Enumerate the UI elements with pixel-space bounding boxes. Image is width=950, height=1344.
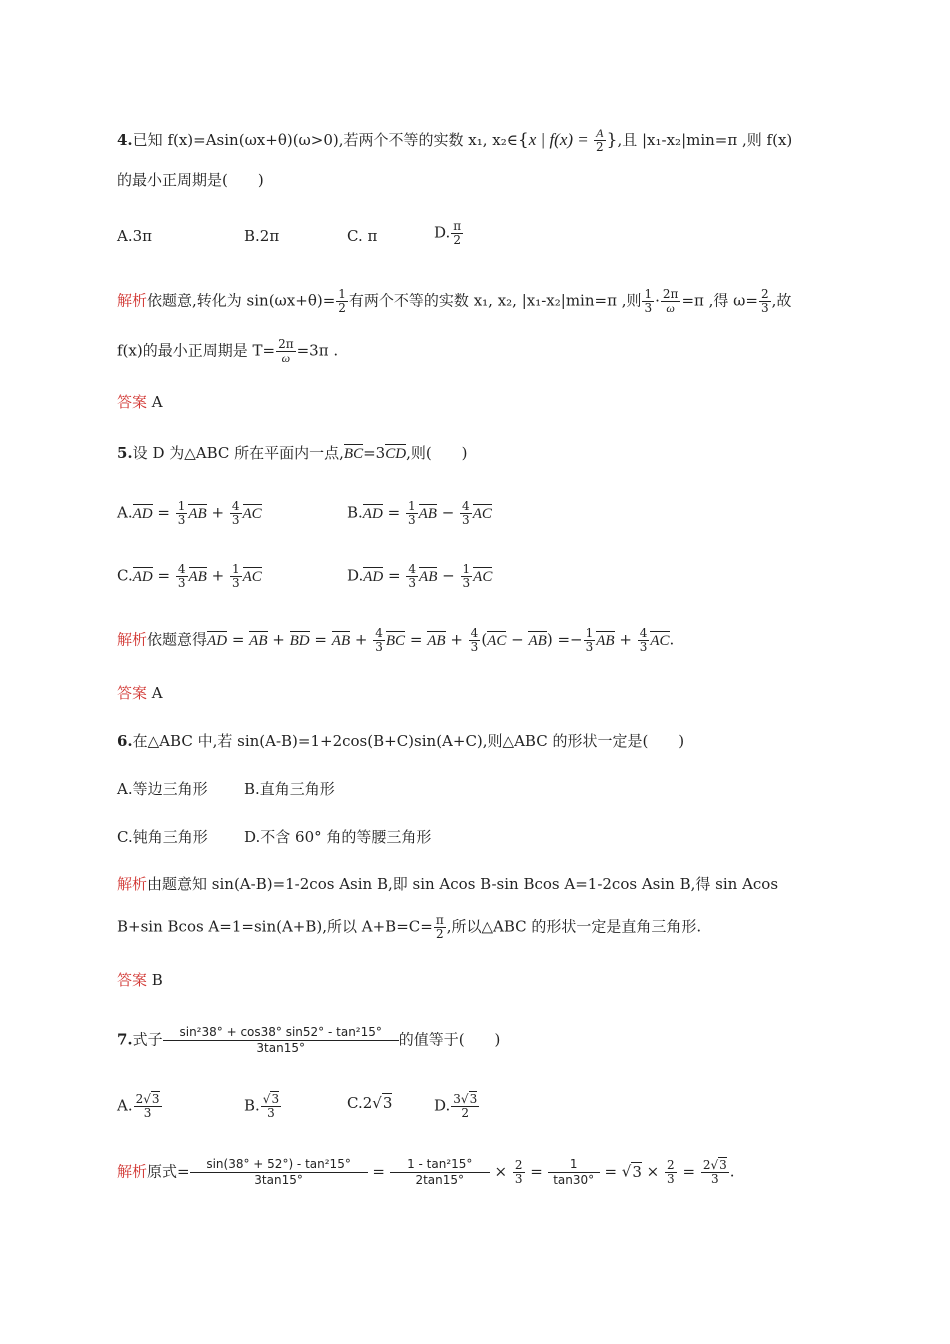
q6-option-d: D.不含 60° 角的等腰三角形 bbox=[244, 828, 432, 846]
q5-analysis: 解析依题意得AD = AB + BD = AB + $\frac{4}{3}$ BC = AB + $\frac{4}{3}$ (AC − AB) =− $\frac{1}{3}$ AB + $\frac{4}{3}$ AC. bbox=[117, 626, 675, 654]
q6-stem: 6.在△ABC 中,若 sin(A-B)=1+2cos(B+C)sin(A+C),则△ABC 的形状一定是( ) bbox=[117, 732, 685, 750]
q4-option-b: B.2π bbox=[244, 227, 280, 245]
q4-number: 4. bbox=[117, 131, 133, 149]
q4-analysis-line1: 解析依题意,转化为 sin(ωx+θ)= $\frac{1}{2}$ 有两个不等的实数 x₁, x₂, |x₁-x₂|min=π ,则 $\frac{1}{3}$ · $\frac{2\pi}{\omega}$ =π ,得 ω= $\frac{2}{3}$ ,故 bbox=[117, 287, 792, 315]
q4-stem-tail: ,且 |x₁-x₂|min=π ,则 f(x) bbox=[617, 131, 793, 149]
q6-analysis-line1: 解析由题意知 sin(A-B)=1-2cos Asin B,即 sin Acos B-sin Bcos A=1-2cos Asin B,得 sin Acos bbox=[117, 875, 779, 893]
q4-set-frac: $\frac{A}{2}$ bbox=[596, 126, 604, 154]
q4-stem-text: 已知 f(x)=Asin(ωx+θ)(ω>0),若两个不等的实数 x₁, x₂∈ bbox=[132, 131, 518, 149]
q4-stem-line2: 的最小正周期是( ) bbox=[117, 171, 264, 189]
q4-answer-label: 答案 bbox=[117, 393, 148, 411]
q6-answer-value: B bbox=[151, 971, 163, 989]
q7-stem: 7.式子 $\frac{\text{sin²38° + cos38° sin52° - tan²15°}}{3\tan 15^\circ}$ 的值等于( ) bbox=[117, 1025, 501, 1055]
q6-answer bbox=[117, 970, 163, 990]
q6-answer-label: 答案 bbox=[117, 971, 148, 989]
q6-number: 6. bbox=[117, 732, 133, 750]
q6-analysis-label: 解析 bbox=[117, 875, 148, 893]
q4-answer bbox=[117, 392, 163, 412]
q5-answer bbox=[117, 683, 163, 703]
q4-option-d-frac: $\frac{\pi}{2}$ bbox=[453, 219, 462, 247]
q5-option-a: A.AD = $\frac{1}{3}$ AB + $\frac{4}{3}$ AC bbox=[117, 499, 262, 527]
q5-analysis-label: 解析 bbox=[117, 630, 148, 649]
q4-option-d: D. $\frac{\pi}{2}$ bbox=[434, 219, 462, 247]
q4-analysis-line2: f(x)的最小正周期是 T= $\frac{2\pi}{\omega}$ =3π . bbox=[117, 337, 339, 365]
q4-set: {x | f(x) = $\frac{A}{2}$ } bbox=[517, 126, 618, 154]
q7-analysis-label: 解析 bbox=[117, 1162, 148, 1181]
q7-option-a: A. $\frac{2√3}{3}$ bbox=[117, 1092, 160, 1120]
q6-option-b: B.直角三角形 bbox=[244, 780, 335, 798]
q5-option-d: D.AD = $\frac{4}{3}$ AB − $\frac{1}{3}$ AC bbox=[347, 562, 493, 590]
q7-option-c: C.2√3 bbox=[347, 1094, 393, 1112]
q5-stem: 5.设 D 为△ABC 所在平面内一点,BC=3CD,则( ) bbox=[117, 444, 468, 462]
q4-option-c: C. π bbox=[347, 227, 378, 245]
q4-option-a: A.3π bbox=[117, 227, 153, 245]
q5-answer-label: 答案 bbox=[117, 684, 148, 702]
q7-stem-fraction: $\frac{\text{sin²38° + cos38° sin52° - tan²15°}}{3\tan 15^\circ}$ bbox=[163, 1025, 399, 1056]
q6-option-c: C.钝角三角形 bbox=[117, 828, 208, 846]
q7-option-d: D. $\frac{3√3}{2}$ bbox=[434, 1092, 478, 1120]
q4-analysis-label: 解析 bbox=[117, 291, 148, 310]
q6-analysis-line2: B+sin Bcos A=1=sin(A+B),所以 A+B=C= $\frac{\pi}{2}$ ,所以△ABC 的形状一定是直角三角形. bbox=[117, 913, 702, 941]
q5-option-c: C.AD = $\frac{4}{3}$ AB + $\frac{1}{3}$ AC bbox=[117, 562, 262, 590]
q5-number: 5. bbox=[117, 444, 133, 462]
q5-answer-value: A bbox=[151, 684, 163, 702]
q7-analysis: 解析原式= $\frac{\text{sin(38° + 52°) - tan²15°}}{3\tan 15^\circ}$ = $\frac{\text{1 - tan²15°}}{2\tan 15^\circ}$ × $\frac{2}{3}$ = $\frac{1}{\tan 30^\circ}$ = √3 × $\frac{2}{3}$ = $\frac{2√3}{3}$ . bbox=[117, 1157, 735, 1187]
q5-option-b: B.AD = $\frac{1}{3}$ AB − $\frac{4}{3}$ AC bbox=[347, 499, 492, 527]
q4-answer-value: A bbox=[151, 393, 163, 411]
q4-stem-line1 bbox=[117, 127, 792, 154]
q4-set-text: x | f(x) = bbox=[528, 130, 593, 149]
q7-number: 7. bbox=[117, 1030, 133, 1049]
q7-option-b: B. $\frac{√3}{3}$ bbox=[244, 1092, 280, 1120]
q6-option-a: A.等边三角形 bbox=[117, 780, 208, 798]
